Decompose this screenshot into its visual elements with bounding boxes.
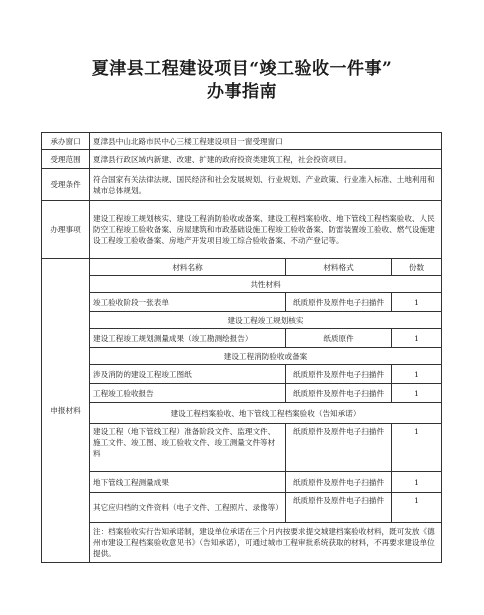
material-name: 涉及消防的建设工程竣工图纸 (90, 365, 286, 384)
material-copies: 1 (392, 384, 442, 403)
material-copies: 1 (392, 424, 442, 472)
material-format: 纸质原件及原件电子扫描件 (286, 293, 392, 312)
material-name: 竣工验收阶段一张表单 (90, 293, 286, 312)
material-row (42, 329, 442, 348)
material-format: 纸质原件及原件电子扫描件 (286, 472, 392, 493)
label-materials: 申报材料 (42, 259, 90, 563)
group-title-row (42, 403, 442, 424)
materials-header-row (42, 259, 442, 276)
label-window: 承办窗口 (42, 133, 90, 150)
material-row (42, 384, 442, 403)
material-name: 工程竣工验收报告 (90, 384, 286, 403)
material-copies: 1 (392, 472, 442, 493)
material-copies: 1 (392, 293, 442, 312)
group-title: 建设工程档案验收、地下管线工程档案验收（告知承诺） (90, 403, 442, 424)
doc-title-line1: 夏津县工程建设项目“竣工验收一件事” (91, 59, 393, 79)
row-window (42, 133, 442, 150)
value-window: 夏津县中山北路市民中心三楼工程建设项目一窗受理窗口 (90, 133, 442, 150)
material-name: 地下管线工程测量成果 (90, 472, 286, 493)
header-copies: 份数 (392, 259, 442, 276)
note-row (42, 523, 442, 563)
material-format: 纸质原件及原件电子扫描件 (286, 384, 392, 403)
group-title: 建设工程竣工规划核实 (90, 312, 442, 329)
row-conditions (42, 169, 442, 201)
material-row (42, 472, 442, 493)
group-title-row (42, 276, 442, 293)
material-name: 建设工程竣工规划测量成果（竣工勘测绘报告） (90, 329, 286, 348)
header-name: 材料名称 (90, 259, 286, 276)
material-format: 纸质原件及原件电子扫描件 (286, 365, 392, 384)
group-title: 共性材料 (90, 276, 442, 293)
material-copies: 1 (392, 365, 442, 384)
material-format: 纸质原件及原件电子扫描件 (286, 493, 392, 523)
header-format: 材料格式 (286, 259, 392, 276)
material-name: 其它应归档的文件资料（电子文件、工程照片、录像等） (90, 493, 286, 523)
material-row (42, 424, 442, 472)
note-text: 注：档案验收实行告知承诺制，建设单位承诺在三个月内按要求提交城建档案验收材料，既可发放《德州市建设工程档案验收意见书》（告知承诺），可通过城市工程审批系统获取的材料，不再要求建设单位提供。 (90, 523, 442, 563)
guide-table (41, 132, 442, 563)
label-conditions: 受理条件 (42, 169, 90, 201)
label-items: 办理事项 (42, 201, 90, 259)
group-title-row (42, 312, 442, 329)
material-row (42, 493, 442, 523)
value-conditions: 符合国家有关法律法规、国民经济和社会发展规划、行业规划、产业政策、行业准入标准、土地利用和城市总体规划。 (90, 169, 442, 201)
material-copies: 1 (392, 329, 442, 348)
material-row (42, 365, 442, 384)
group-title-row (42, 348, 442, 365)
row-scope (42, 150, 442, 169)
group-title: 建设工程消防验收或备案 (90, 348, 442, 365)
value-scope: 夏津县行政区域内新建、改建、扩建的政府投资类建筑工程，社会投资项目。 (90, 150, 442, 169)
material-row (42, 293, 442, 312)
material-format: 纸质原件 (286, 329, 392, 348)
label-scope: 受理范围 (42, 150, 90, 169)
material-copies: 1 (392, 493, 442, 523)
row-items (42, 201, 442, 259)
doc-title-line2: 办事指南 (207, 82, 277, 102)
material-format: 纸质原件及原件电子扫描件 (286, 424, 392, 472)
material-name: 建设工程（地下管线工程）准备阶段文件、监理文件、施工文件、竣工图、竣工验收文件、竣工测量文件等材料 (90, 424, 286, 472)
value-items: 建设工程竣工规划核实、建设工程消防验收或备案、建设工程档案验收、地下管线工程档案验收、人民防空工程竣工验收备案、房屋建筑和市政基础设施工程竣工验收备案、防雷装置竣工验收、燃气设施建设工程竣工验收备案、房地产开发项目竣工综合验收备案、不动产登记等。 (90, 201, 442, 259)
